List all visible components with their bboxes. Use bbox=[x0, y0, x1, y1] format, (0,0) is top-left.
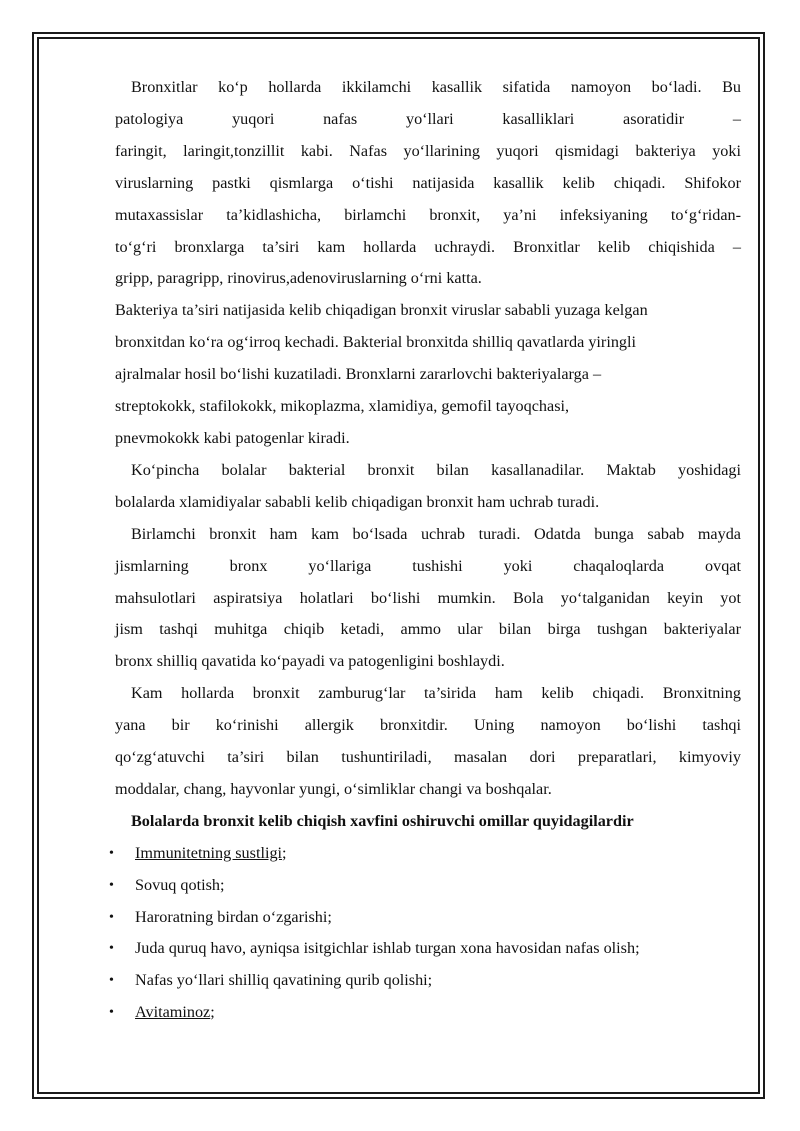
bullet-icon: • bbox=[109, 941, 114, 957]
paragraph-1 bbox=[115, 72, 741, 295]
bullet-icon: • bbox=[109, 909, 114, 925]
text-line: ajralmalar hosil bo‘lishi kuzatiladi. Bronxlarni zararlovchi bakteriyalarga – bbox=[115, 365, 602, 384]
list-item-text: Sovuq qotish; bbox=[135, 875, 225, 894]
text-line: faringit, laringit,tonzillit kabi. Nafas yo‘llarining yuqori qismidagi bakteriya yoki bbox=[115, 141, 741, 160]
text-line: bolalarda xlamidiyalar sababli kelib chiqadigan bronxit ham uchrab turadi. bbox=[115, 492, 600, 511]
text-line: Bronxitlar ko‘p hollarda ikkilamchi kasallik sifatida namoyon bo‘ladi. Bu bbox=[131, 78, 741, 96]
text-line: jism tashqi muhitga chiqib ketadi, ammo ular bilan birga tushgan bakteriyalar bbox=[115, 620, 741, 639]
text-line: to‘g‘ri bronxlarga ta’siri kam hollarda uchraydi. Bronxitlar kelib chiqishida – bbox=[115, 237, 741, 256]
text-line: bronx shilliq qavatida ko‘payadi va patogenligini boshlaydi. bbox=[115, 652, 505, 671]
bullet-icon: • bbox=[109, 877, 114, 893]
text-line: Birlamchi bronxit ham kam bo‘lsada uchrab turadi. Odatda bunga sabab mayda bbox=[131, 524, 741, 543]
list-item-text: Haroratning birdan o‘zgarishi; bbox=[135, 907, 332, 926]
paragraph-5 bbox=[115, 678, 741, 806]
list-item-text: Nafas yo‘llari shilliq qavatining qurib qolishi; bbox=[135, 971, 433, 990]
text-line: yana bir ko‘rinishi allergik bronxitdir. Uning namoyon bo‘lishi tashqi bbox=[115, 716, 741, 735]
bullet-icon: • bbox=[109, 1005, 114, 1021]
text-line: pnevmokokk kabi patogenlar kiradi. bbox=[115, 428, 350, 447]
text-line: Bakteriya ta’siri natijasida kelib chiqadigan bronxit viruslar sababli yuzaga kelgan bbox=[115, 301, 648, 320]
list-item-text: Juda quruq havo, ayniqsa isitgichlar ishlab turgan xona havosidan nafas olish; bbox=[135, 939, 640, 958]
paragraph-2 bbox=[115, 295, 741, 455]
list-item-suffix: ; bbox=[282, 843, 287, 862]
text-line: moddalar, chang, hayvonlar yungi, o‘simliklar changi va boshqalar. bbox=[115, 779, 552, 798]
list-item bbox=[109, 965, 741, 997]
list-item-text: Immunitetning sustligi bbox=[135, 843, 283, 862]
section-heading: Bolalarda bronxit kelib chiqish xavfini oshiruvchi omillar quyidagilardir bbox=[131, 811, 634, 830]
document-body bbox=[109, 72, 741, 1029]
list-item bbox=[109, 933, 741, 965]
paragraph-4 bbox=[115, 519, 741, 679]
text-line: viruslarning pastki qismlarga o‘tishi natijasida kasallik kelib chiqadi. Shifokor bbox=[115, 173, 741, 192]
list-item-suffix: ; bbox=[210, 1003, 215, 1022]
text-line: jismlarning bronx yo‘llariga tushishi yoki chaqaloqlarda ovqat bbox=[115, 556, 741, 575]
list-item bbox=[109, 997, 741, 1029]
risk-factor-list bbox=[109, 838, 741, 1029]
list-item bbox=[109, 838, 741, 870]
text-line: mutaxassislar ta’kidlashicha, birlamchi bronxit, ya’ni infeksiyaning to‘g‘ridan- bbox=[115, 205, 741, 224]
text-line: mahsulotlari aspiratsiya holatlari bo‘lishi mumkin. Bola yo‘talganidan keyin yot bbox=[115, 588, 741, 607]
paragraph-3 bbox=[115, 455, 741, 519]
text-line: gripp, paragripp, rinovirus,adenoviruslarning o‘rni katta. bbox=[115, 269, 482, 288]
text-line: bronxitdan ko‘ra og‘irroq kechadi. Bakterial bronxitda shilliq qavatlarda yiringli bbox=[115, 333, 636, 352]
text-line: Ko‘pincha bolalar bakterial bronxit bilan kasallanadilar. Maktab yoshidagi bbox=[131, 460, 741, 479]
text-line: qo‘zg‘atuvchi ta’siri bilan tushuntiriladi, masalan dori preparatlari, kimyoviy bbox=[115, 748, 741, 767]
bullet-icon: • bbox=[109, 845, 114, 861]
list-item bbox=[109, 870, 741, 902]
list-item bbox=[109, 902, 741, 934]
text-line: Kam hollarda bronxit zamburug‘lar ta’sirida ham kelib chiqadi. Bronxitning bbox=[131, 684, 741, 703]
bullet-icon: • bbox=[109, 973, 114, 989]
text-line: patologiya yuqori nafas yo‘llari kasalliklari asoratidir – bbox=[115, 109, 741, 128]
text-line: streptokokk, stafilokokk, mikoplazma, xlamidiya, gemofil tayoqchasi, bbox=[115, 397, 570, 416]
list-item-text: Avitaminoz bbox=[135, 1003, 211, 1022]
